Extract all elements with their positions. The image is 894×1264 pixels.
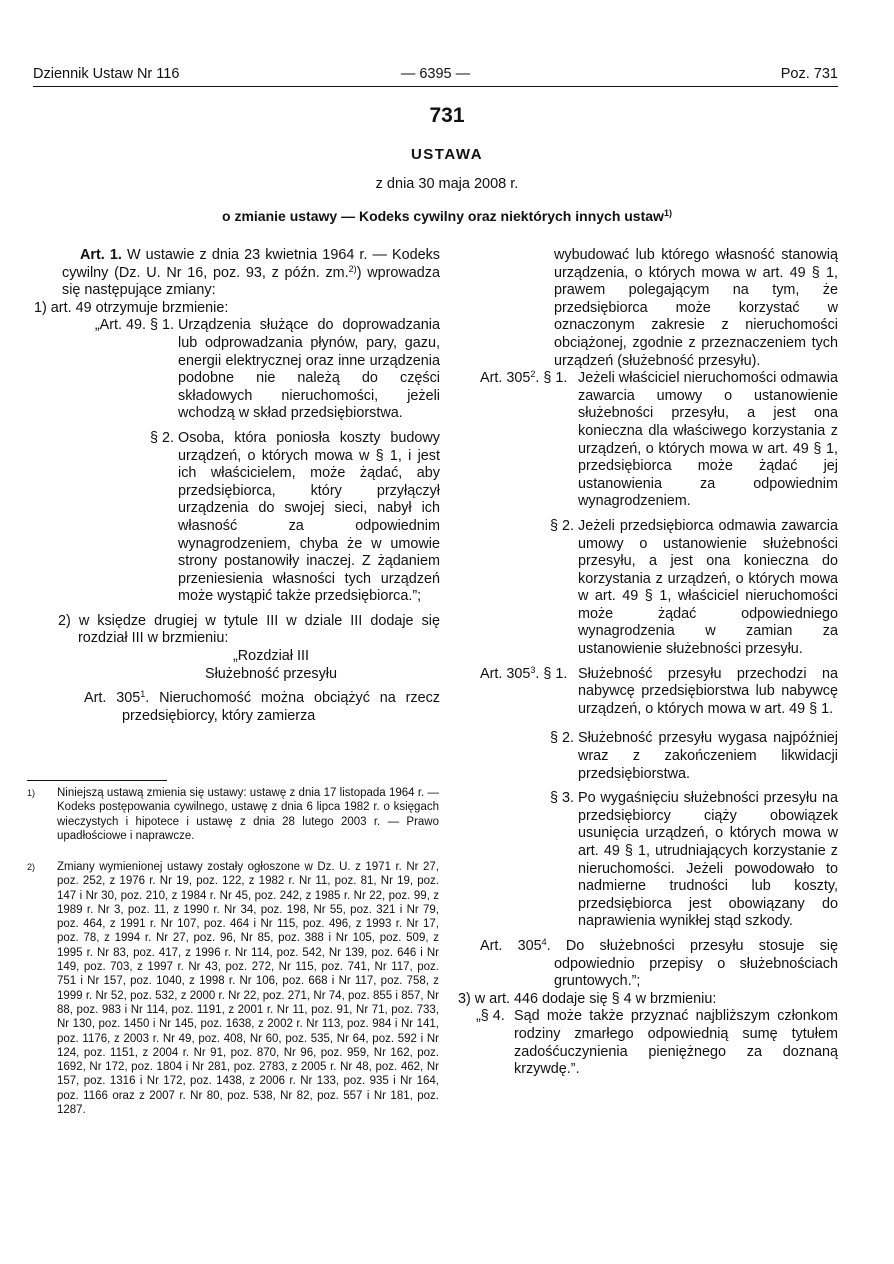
footnote-ref-2: 2) <box>348 263 357 274</box>
art3053-par1-num: . § 1. <box>535 665 568 682</box>
art3054 <box>480 938 838 991</box>
footnote-1-mark: 1) <box>27 788 36 798</box>
art3053-label: Art. 305 <box>480 665 531 682</box>
art3051 <box>84 690 440 725</box>
act-subject <box>0 208 894 224</box>
footnote-2-text: Zmiany wymienionej ustawy zostały ogłoszone w Dz. U. z 1971 r. Nr 27, poz. 252, z 1976 r. Nr 19, poz. 122, z 1982 r. Nr 11, poz. 81, Nr 19, poz. 147 i Nr 30, poz. 210, z 1984 r. Nr 45, poz. 242, z 1985 r. Nr 22, poz. 99, z 1989 r. Nr 3, poz. 11, z 1990 r. Nr 34, poz. 198, Nr 55, poz. 321 i Nr 79, poz. 464, z 1991 r. Nr 107, poz. 464 i Nr 115, poz. 496, z 1993 r. Nr 17, poz. 78, z 1994 r. Nr 27, poz. 96, Nr 85, poz. 388 i Nr 105, poz. 509, z 1995 r. Nr 83, poz. 417, z 1996 r. Nr 114, poz. 542, Nr 139, poz. 646 i Nr 149, poz. 703, z 1997 r. Nr 43, poz. 272, Nr 115, poz. 741, Nr 117, poz. 751 i Nr 157, poz. 1040, z 1998 r. Nr 106, poz. 668 i Nr 117, poz. 758, z 1999 r. Nr 52, poz. 532, z 2000 r. Nr 22, poz. 271, Nr 74, poz. 855 i 857, Nr 88, poz. 983 i Nr 114, poz. 1191, z 2001 r. Nr 11, poz. 91, Nr 71, poz. 733, Nr 130, poz. 1450 i Nr 145, poz. 1638, z 2002 r. Nr 113, poz. 984 i Nr 141, poz. 1176, z 2003 r. Nr 49, poz. 408, Nr 60, poz. 535, Nr 64, poz. 592 i Nr 124, poz. 1151, z 2004 r. Nr 91, poz. 870, Nr 96, poz. 959, Nr 162, poz. 1692, Nr 172, poz. 1804 i Nr 281, poz. 2783, z 2005 r. Nr 48, poz. 462, Nr 157, poz. 1316 i Nr 172, poz. 1438, z 2006 r. Nr 133, poz. 935 i Nr 164, poz. 1166 oraz z 2007 r. Nr 80, poz. 538, Nr 82, poz. 557 i Nr 181, poz. 1287. <box>57 861 439 1117</box>
art3053-par2-text: Służebność przesyłu wygasa najpóźniej wraz z zakończeniem likwidacji przedsiębiorstwa. <box>578 730 838 782</box>
art3052-sup: 2 <box>530 369 536 380</box>
art3053-par3-label: § 3. <box>549 790 574 807</box>
footnote-2-mark: 2) <box>27 862 36 872</box>
journal-name: Dziennik Ustaw Nr 116 <box>33 66 180 82</box>
art3053-par1-label <box>480 666 578 719</box>
art3053-sup: 3 <box>530 664 536 675</box>
item-1: 1) art. 49 otrzymuje brzmienie: <box>34 299 229 316</box>
art3051-sup: 1 <box>140 689 146 700</box>
footnote-ref-1: 1) <box>663 208 672 218</box>
article-1-text: W ustawie z dnia 23 kwietnia 1964 r. — Kodeks cywilny (Dz. U. Nr 16, poz. 93, z późn. zm. <box>62 247 440 281</box>
article-1-label: Art. 1. <box>80 247 122 263</box>
act-date: z dnia 30 maja 2008 r. <box>375 176 519 192</box>
right-column <box>458 247 838 1079</box>
art49-par2 <box>54 430 440 606</box>
art3052-par2 <box>480 518 838 659</box>
art3052-par2-label: § 2. <box>549 517 574 534</box>
art3054-label: Art. 305 <box>480 937 542 954</box>
art49-par1 <box>54 317 440 423</box>
footnote-1 <box>27 786 439 843</box>
act-subject-text: o zmianie ustawy — Kodeks cywilny oraz niektórych innych ustaw <box>222 208 664 224</box>
art3052-par1-num: . § 1. <box>535 370 568 387</box>
footnote-2 <box>27 860 439 1117</box>
art49-par2-label: § 2. <box>149 429 174 446</box>
art446-par4 <box>476 1008 838 1078</box>
art3053-par2 <box>480 730 838 783</box>
art3052-par1 <box>480 370 838 511</box>
art3051-text: . Nieruchomość można obciążyć na rzecz przedsiębiorcy, który zamierza <box>122 690 441 724</box>
page-number: — 6395 — <box>400 66 471 82</box>
art3052-label: Art. 305 <box>480 370 531 387</box>
art49-par1-label: „Art. 49. § 1. <box>94 317 174 334</box>
footnote-1-text: Niniejszą ustawą zmienia się ustawy: ustawę z dnia 17 listopada 1964 r. — Kodeks postępowania cywilnego, ustawę z dnia 6 lipca 1982 r. o księgach wieczystych i hipotece i ustawę z dnia 28 lutego 2003 r. — Prawo upadłościowe i naprawcze. <box>57 787 439 842</box>
left-column <box>34 247 441 725</box>
running-header <box>33 66 838 86</box>
art3053-par1 <box>480 666 838 719</box>
item-3: 3) w art. 446 dodaje się § 4 w brzmieniu: <box>458 990 717 1007</box>
art49-par1-text: Urządzenia służące do doprowadzania lub odprowadzania płynów, pary, gazu, energii elektrycznej oraz inne urządzenia podobne nie należą do części składowych nieruchomości, jeżeli wchodzą w skład przedsiębiorstwa. <box>178 317 440 422</box>
art3052-par2-text: Jeżeli przedsiębiorca odmawia zawarcia umowy o ustanowienie służebności przesyłu, a jest ona konieczna do korzystania z urządzeń, o których mowa w art. 49 § 1, właściciel nieruchomości może żądać odpowiedniego wynagrodzenia w zamian za ustanowienie służebności przesyłu. <box>578 517 838 658</box>
art3053-par2-label: § 2. <box>549 730 574 747</box>
article-1 <box>62 247 440 300</box>
art3053-par1-text: Służebność przesyłu przechodzi na nabywcę przedsiębiorstwa lub nabywcę urządzeń, o których mowa w art. 49 § 1. <box>578 665 838 717</box>
chapter-name: Służebność przesyłu <box>205 665 337 682</box>
act-number: 731 <box>429 104 465 127</box>
article-1-end: ) wprowadza się następujące zmiany: <box>62 264 440 299</box>
art3053-par3-text: Po wygaśnięciu służebności przesyłu na przedsiębiorcy ciąży obowiązek usunięcia urządzeń, o których mowa w art. 49 § 1, utrudniających korzystanie z nieruchomości. Jeżeli powodowało to nadmierne trudności lub koszty, przedsiębiorca jest obowiązany do naprawienia wynikłej stąd szkody. <box>578 790 838 930</box>
art3054-text: . Do służebności przesyłu stosuje się odpowiednio przepisy o służebnościach gruntowych.”; <box>546 937 838 990</box>
chapter-title: „Rozdział III <box>233 648 309 665</box>
art3053-par3 <box>480 790 838 931</box>
position-number: Poz. 731 <box>780 66 838 82</box>
art3052-par1-text: Jeżeli właściciel nieruchomości odmawia zawarcia umowy o ustanowienie służebności przesyłu, a jest ona konieczna dla właściwego korzystania z urządzeń, o których mowa w art. 49 § 1, przedsiębiorca może żądać jej ustanowienia za odpowiednim wynagrodzeniem. <box>578 370 838 510</box>
header-rule <box>33 86 838 87</box>
act-type: USTAWA <box>410 146 484 163</box>
item-2: 2) w księdze drugiej w tytule III w dziale III dodaje się rozdział III w brzmieniu: <box>58 612 440 647</box>
art3054-sup: 4 <box>541 936 547 947</box>
art3051-continuation: wybudować lub którego własność stanowią urządzenia, o których mowa w art. 49 § 1, prawem polegającym na tym, że przedsiębiorca może korzystać w oznaczonym zakresie z nieruchomości obciążonej, zgodnie z przeznaczeniem tych urządzeń (służebność przesyłu). <box>554 247 838 369</box>
footnote-rule <box>27 780 167 781</box>
art3052-par1-label <box>480 370 578 511</box>
art3051-label: Art. 305 <box>84 690 141 707</box>
art446-par4-text: Sąd może także przyznać najbliższym członkom rodziny zmarłego odpowiednią sumę tytułem zadośćuczynienia pieniężnego za doznaną krzywdę.”. <box>514 1008 838 1078</box>
art446-par4-label: „§ 4. <box>476 1008 505 1025</box>
art49-par2-text: Osoba, która poniosła koszty budowy urządzeń, o których mowa w § 1, i jest ich właścicielem, może żądać, aby przedsiębiorca, który przyłączył urządzenia do swojej sieci, nabył ich własność za odpowiednim wynagrodzeniem, chyba że w umowie strony postanowiły inaczej. Z żądaniem przeniesienia własności tych urządzeń może wystąpić także przedsiębiorca.”; <box>178 429 440 605</box>
